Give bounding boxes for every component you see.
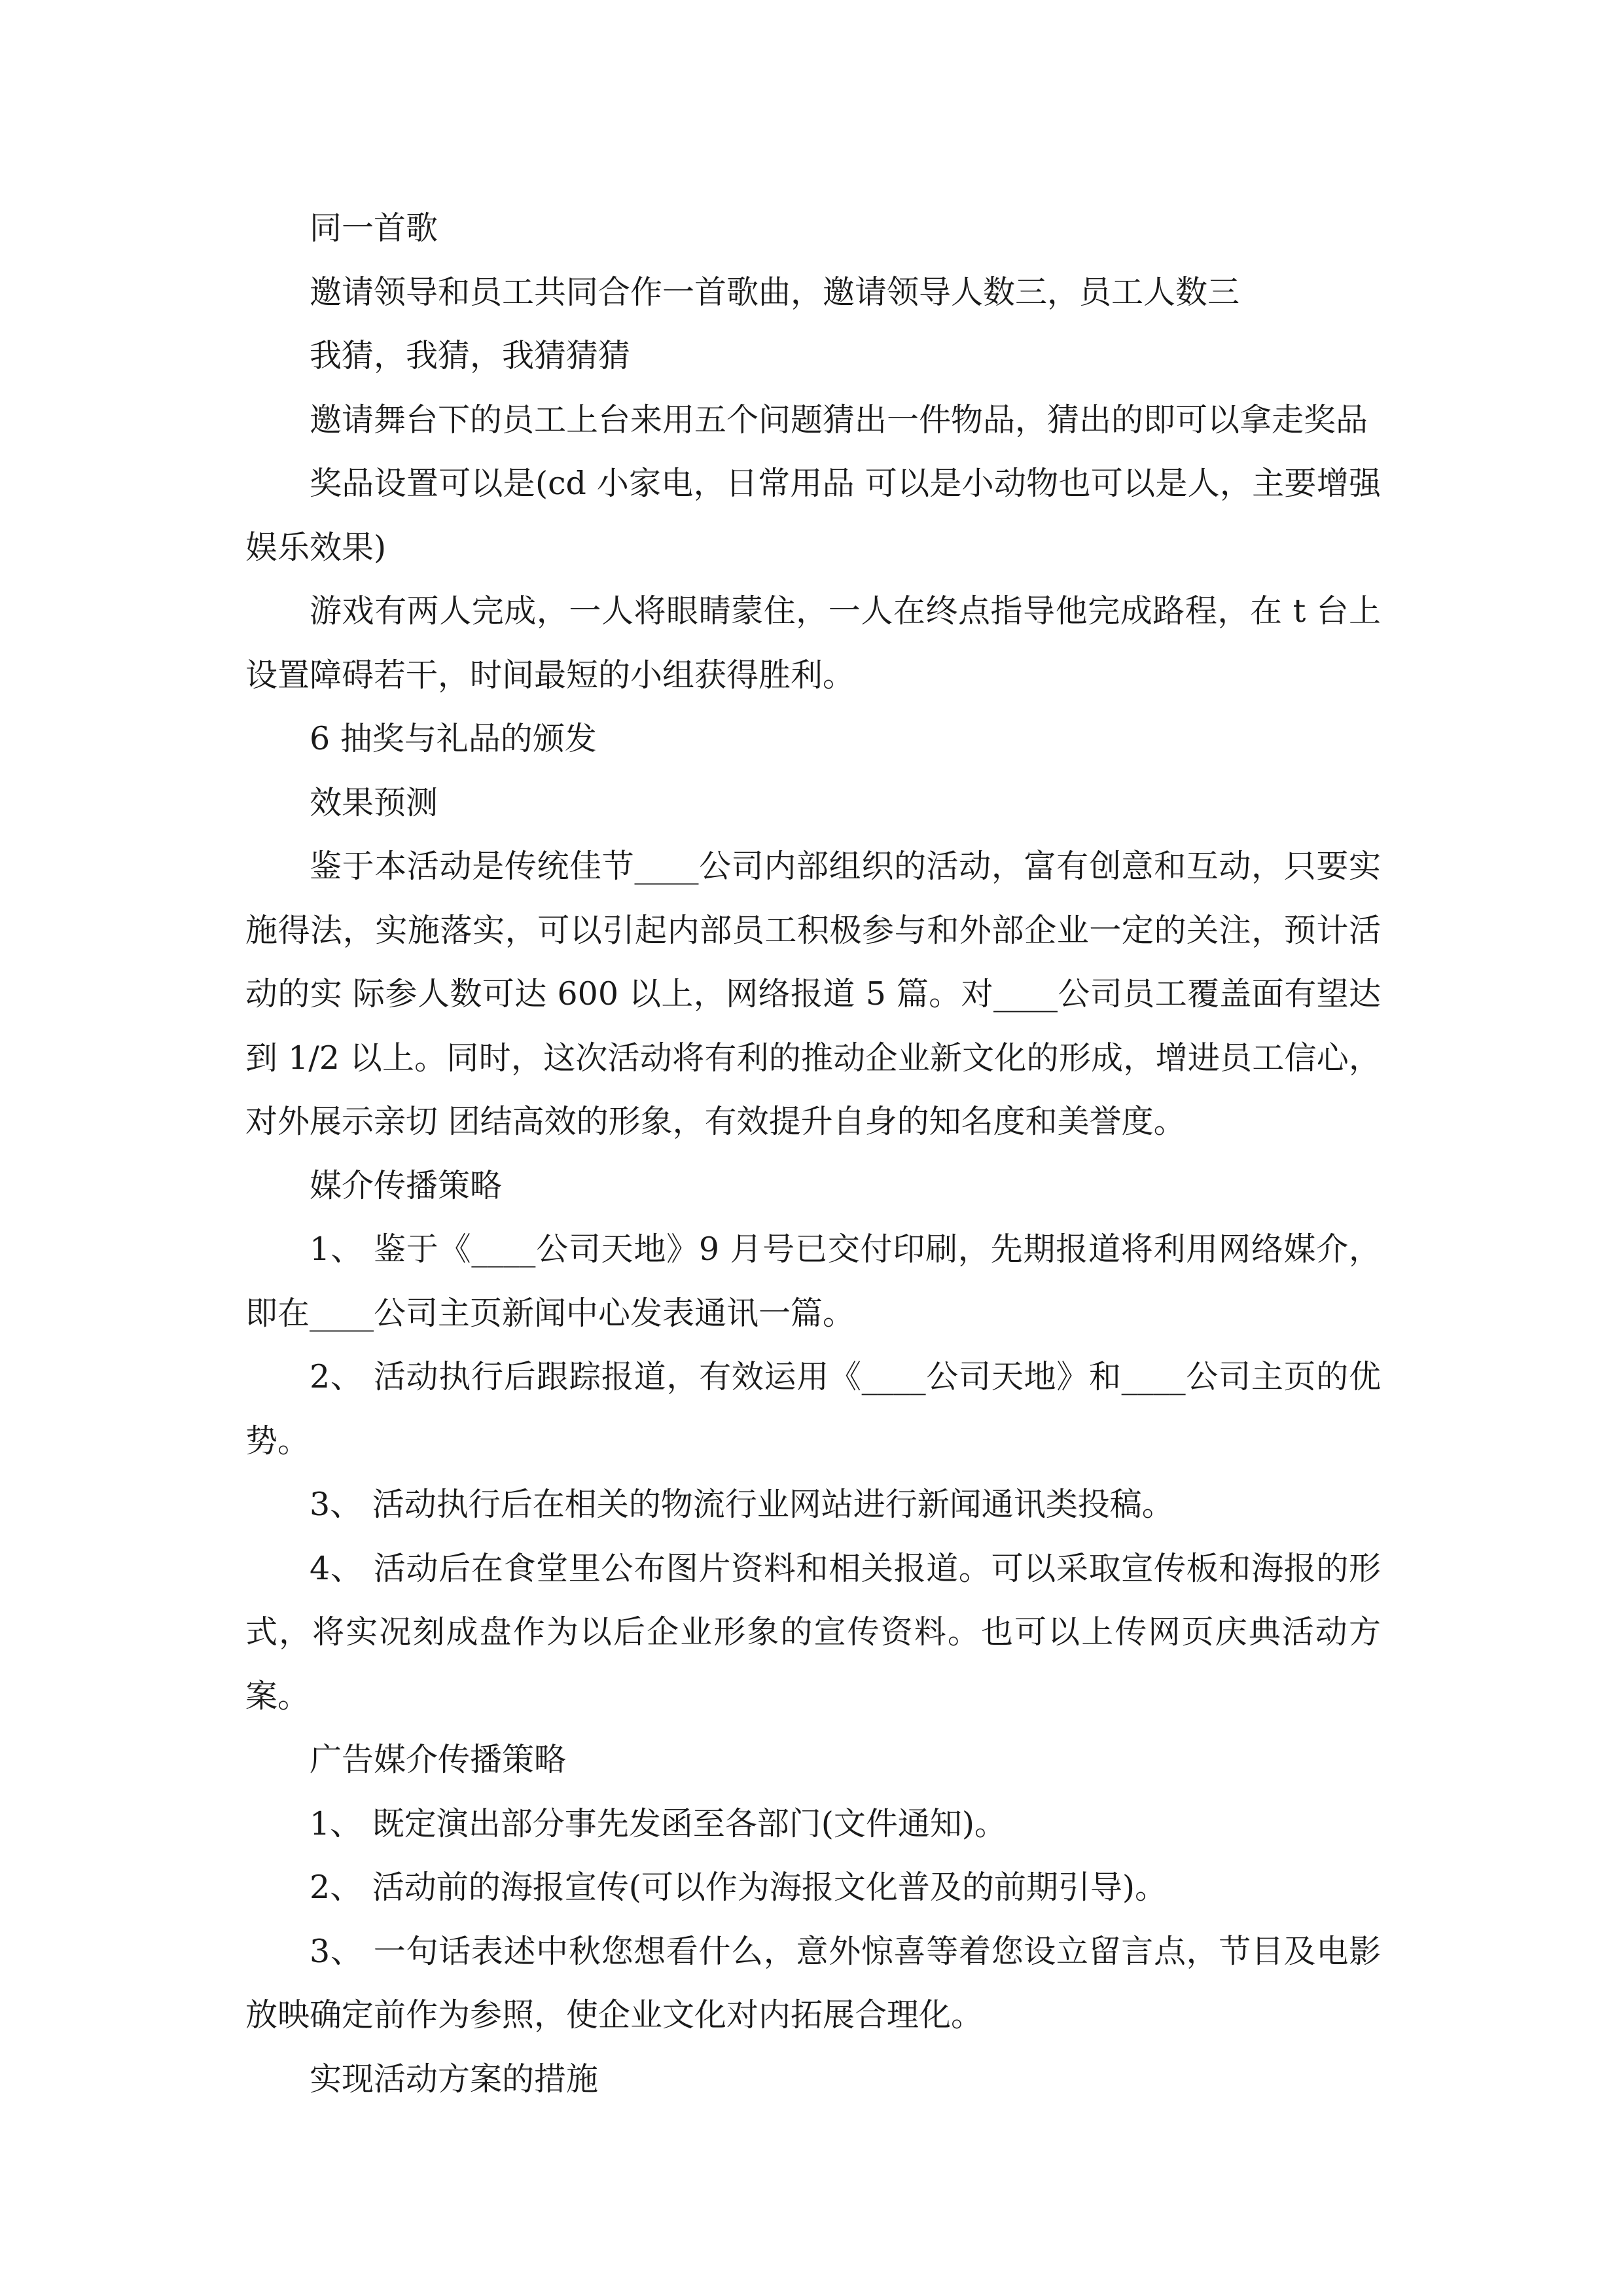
list-item: 4、 活动后在食堂里公布图片资料和相关报道。可以采取宣传板和海报的形式，将实况刻成盘作为以后企业形象的宣传资料。也可以上传网页庆典活动方案。	[245, 1549, 1381, 1715]
section-heading: 6 抽奖与礼品的颁发	[310, 720, 597, 757]
list-item: 1、 既定演出部分事先发函至各部门(文件通知)。	[310, 1804, 1007, 1842]
list-item: 3、 活动执行后在相关的物流行业网站进行新闻通讯类投稿。	[310, 1486, 1174, 1523]
list-item: 1、 鉴于《____公司天地》9 月号已交付印刷，先期报道将利用网络媒介，即在____公司主页新闻中心发表通讯一篇。	[245, 1230, 1381, 1332]
paragraph: 奖品设置可以是(cd 小家电，日常用品 可以是小动物也可以是人，主要增强娱乐效果)	[245, 465, 1381, 566]
paragraph: 我猜，我猜，我猜猜猜	[310, 337, 631, 374]
list-item: 2、 活动前的海报宣传(可以作为海报文化普及的前期引导)。	[310, 1869, 1167, 1906]
list-item: 2、 活动执行后跟踪报道，有效运用《____公司天地》和____公司主页的优势。	[245, 1358, 1381, 1460]
document-body	[245, 196, 1381, 2111]
section-heading: 实现活动方案的措施	[310, 2060, 599, 2098]
section-heading: 广告媒介传播策略	[310, 1741, 567, 1778]
paragraph: 邀请领导和员工共同合作一首歌曲，邀请领导人数三，员工人数三	[310, 273, 1240, 311]
paragraph: 邀请舞台下的员工上台来用五个问题猜出一件物品，猜出的即可以拿走奖品	[310, 401, 1368, 439]
paragraph: 鉴于本活动是传统佳节____公司内部组织的活动，富有创意和互动，只要实施得法，实施落实，可以引起内部员工积极参与和外部企业一定的关注，预计活动的实 际参人数可达 600 以上，网络报道 5 篇。对____公司员工覆盖面有望达到 1/2 以上。同时，这次活动将有利的推动企业新文化的形成，增进员工信心，对外展示亲切 团结高效的形象，有效提升自身的知名度和美誉度。	[245, 848, 1381, 1140]
paragraph: 同一首歌	[310, 209, 438, 247]
paragraph: 游戏有两人完成，一人将眼睛蒙住，一人在终点指导他完成路程，在 t 台上设置障碍若干，时间最短的小组获得胜利。	[245, 592, 1381, 694]
section-heading: 效果预测	[310, 783, 438, 821]
list-item: 3、 一句话表述中秋您想看什么，意外惊喜等着您设立留言点，节目及电影放映确定前作为参照，使企业文化对内拓展合理化。	[245, 1932, 1381, 2034]
section-heading: 媒介传播策略	[310, 1166, 503, 1204]
